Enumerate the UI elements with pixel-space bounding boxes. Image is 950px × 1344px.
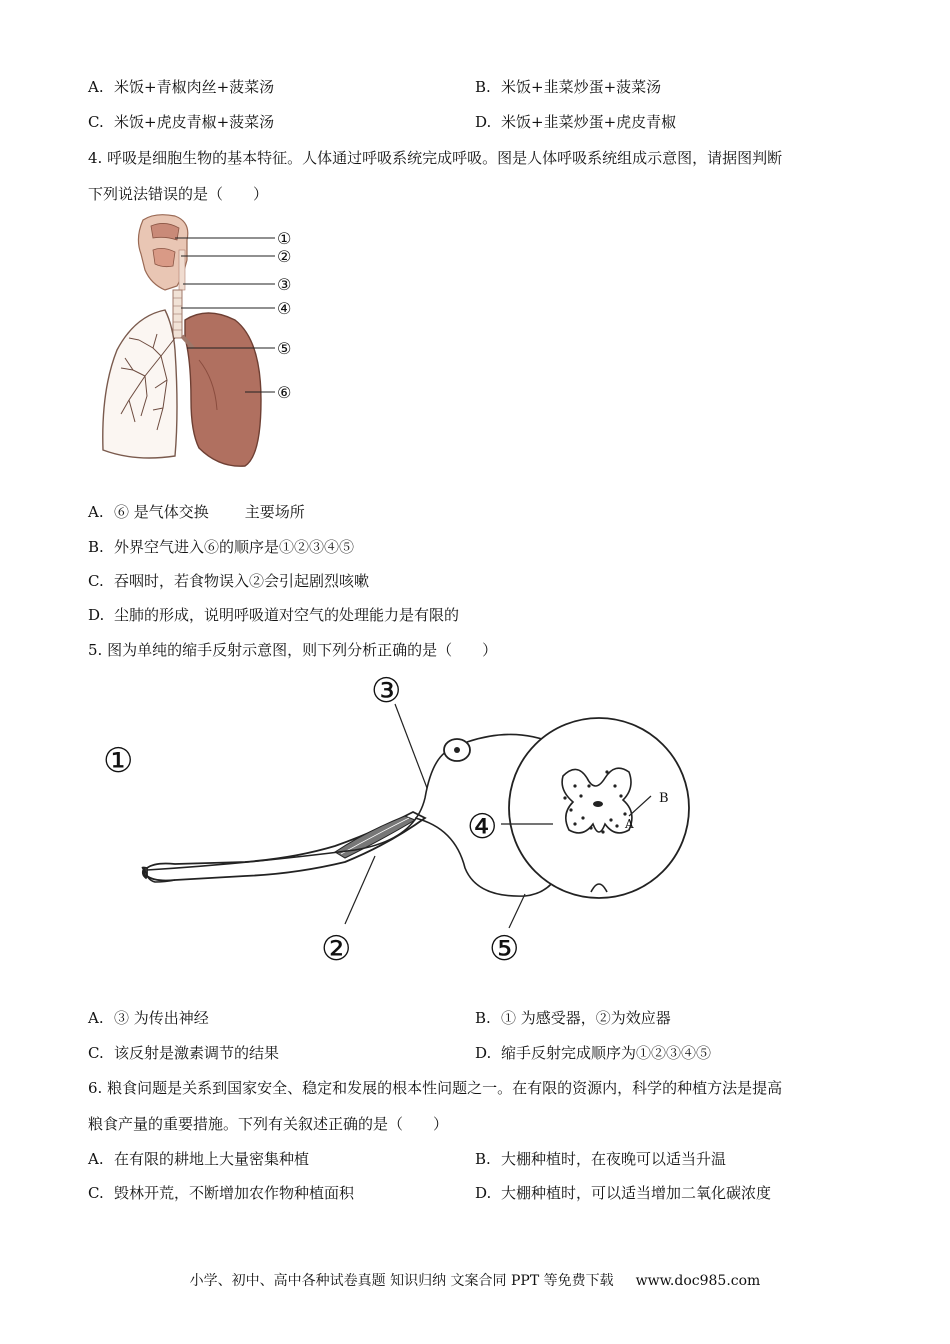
option-text: 米饭+韭菜炒蛋+虎皮青椒 [501,113,677,131]
reflex-label-a: A [625,817,634,831]
q3-option-b [475,77,661,97]
option-label: A. [88,78,104,96]
option-label: B. [475,1150,491,1168]
reflex-label-b: B [659,791,669,806]
q6-stem-line2: 粮食产量的重要措施。下列有关叙述正确的是（ ） [88,1115,449,1133]
q3-option-d [475,112,676,132]
q6-stem-line1: 6. 粮食问题是关系到国家安全、稳定和发展的根本性问题之一。在有限的资源内，科学的种植方法是提高 [88,1079,783,1097]
option-text: ③ 为传出神经 [114,1009,209,1027]
q5-stem: 5. 图为单纯的缩手反射示意图，则下列分析正确的是（ ） [88,641,498,659]
option-label: A. [88,503,104,521]
afferent-nerve-line [147,748,455,870]
option-text: ⑥ 是气体交换 [114,503,209,521]
option-text: 该反射是激素调节的结果 [114,1044,280,1062]
q4-option-b [88,537,354,557]
reflex-label-5: ⑤ [489,929,520,969]
option-text: 外界空气进入⑥的顺序是①②③④⑤ [114,538,355,556]
option-label: D. [475,113,492,131]
footer-url-link[interactable]: www.doc985.com [635,1273,761,1289]
q6-option-d [475,1183,771,1203]
resp-label-4: ④ [277,299,292,318]
q3-option-a [88,77,274,97]
option-label: D. [475,1184,492,1202]
q6-option-a [88,1149,309,1169]
option-text: 米饭+虎皮青椒+菠菜汤 [114,113,275,131]
q5-option-d [475,1043,711,1063]
option-label: A. [88,1009,104,1027]
reflex-label-4: ④ [467,807,498,847]
option-label: B. [475,1009,491,1027]
right-lung-shape [185,313,261,466]
resp-label-6: ⑥ [277,383,292,402]
option-text: 米饭+韭菜炒蛋+菠菜汤 [501,78,662,96]
option-label: A. [88,1150,104,1168]
nasal-cavity-shape [151,223,179,240]
reflex-label-3: ③ [371,671,402,711]
footer-text: 小学、初中、高中各种试卷真题 知识归纳 文案合同 PPT 等免费下载 [189,1273,614,1289]
reflex-arc-figure [95,668,715,978]
resp-label-3: ③ [277,275,292,294]
option-label: C. [88,1184,104,1202]
option-text: 米饭+青椒肉丝+菠菜汤 [114,78,275,96]
arm-shape [147,812,425,881]
reflex-label-2: ② [321,929,352,969]
respiratory-system-figure [95,210,315,470]
q3-option-c [88,112,274,132]
option-label: C. [88,572,104,590]
option-text: 在有限的耕地上大量密集种植 [114,1150,310,1168]
central-canal [593,801,603,807]
option-text: 尘肺的形成，说明呼吸道对空气的处理能力是有限的 [114,606,460,624]
mouth-shape [153,248,175,266]
page-footer [0,1270,950,1290]
option-label: C. [88,1044,104,1062]
option-text: 毁林开荒，不断增加农作物种植面积 [114,1184,355,1202]
q4-option-c [88,571,369,591]
q4-option-d [88,605,459,625]
resp-label-1: ① [277,229,292,248]
option-label: B. [88,538,104,556]
option-text-continued: 主要场所 [244,503,305,521]
option-label: B. [475,78,491,96]
q4-option-a [88,502,305,522]
q4-stem-line1: 4. 呼吸是细胞生物的基本特征。人体通过呼吸系统完成呼吸。图是人体呼吸系统组成示意图，请据图判断 [88,149,783,167]
ganglion-center [454,747,460,753]
option-text: ① 为感受器，②为效应器 [501,1009,671,1027]
option-label: C. [88,113,104,131]
q5-option-c [88,1043,279,1063]
option-text: 大棚种植时，在夜晚可以适当升温 [501,1150,727,1168]
q6-option-c [88,1183,354,1203]
option-label: D. [475,1044,492,1062]
resp-label-2: ② [277,247,292,266]
resp-label-5: ⑤ [277,339,292,358]
q5-option-b [475,1008,671,1028]
q4-stem-line2: 下列说法错误的是（ ） [88,185,269,203]
q6-option-b [475,1149,726,1169]
option-text: 缩手反射完成顺序为①②③④⑤ [501,1044,712,1062]
option-text: 大棚种植时，可以适当增加二氧化碳浓度 [501,1184,772,1202]
option-text: 吞咽时，若食物误入②会引起剧烈咳嗽 [114,572,370,590]
reflex-label-1: ① [103,741,134,781]
option-label: D. [88,606,105,624]
q5-option-a [88,1008,209,1028]
